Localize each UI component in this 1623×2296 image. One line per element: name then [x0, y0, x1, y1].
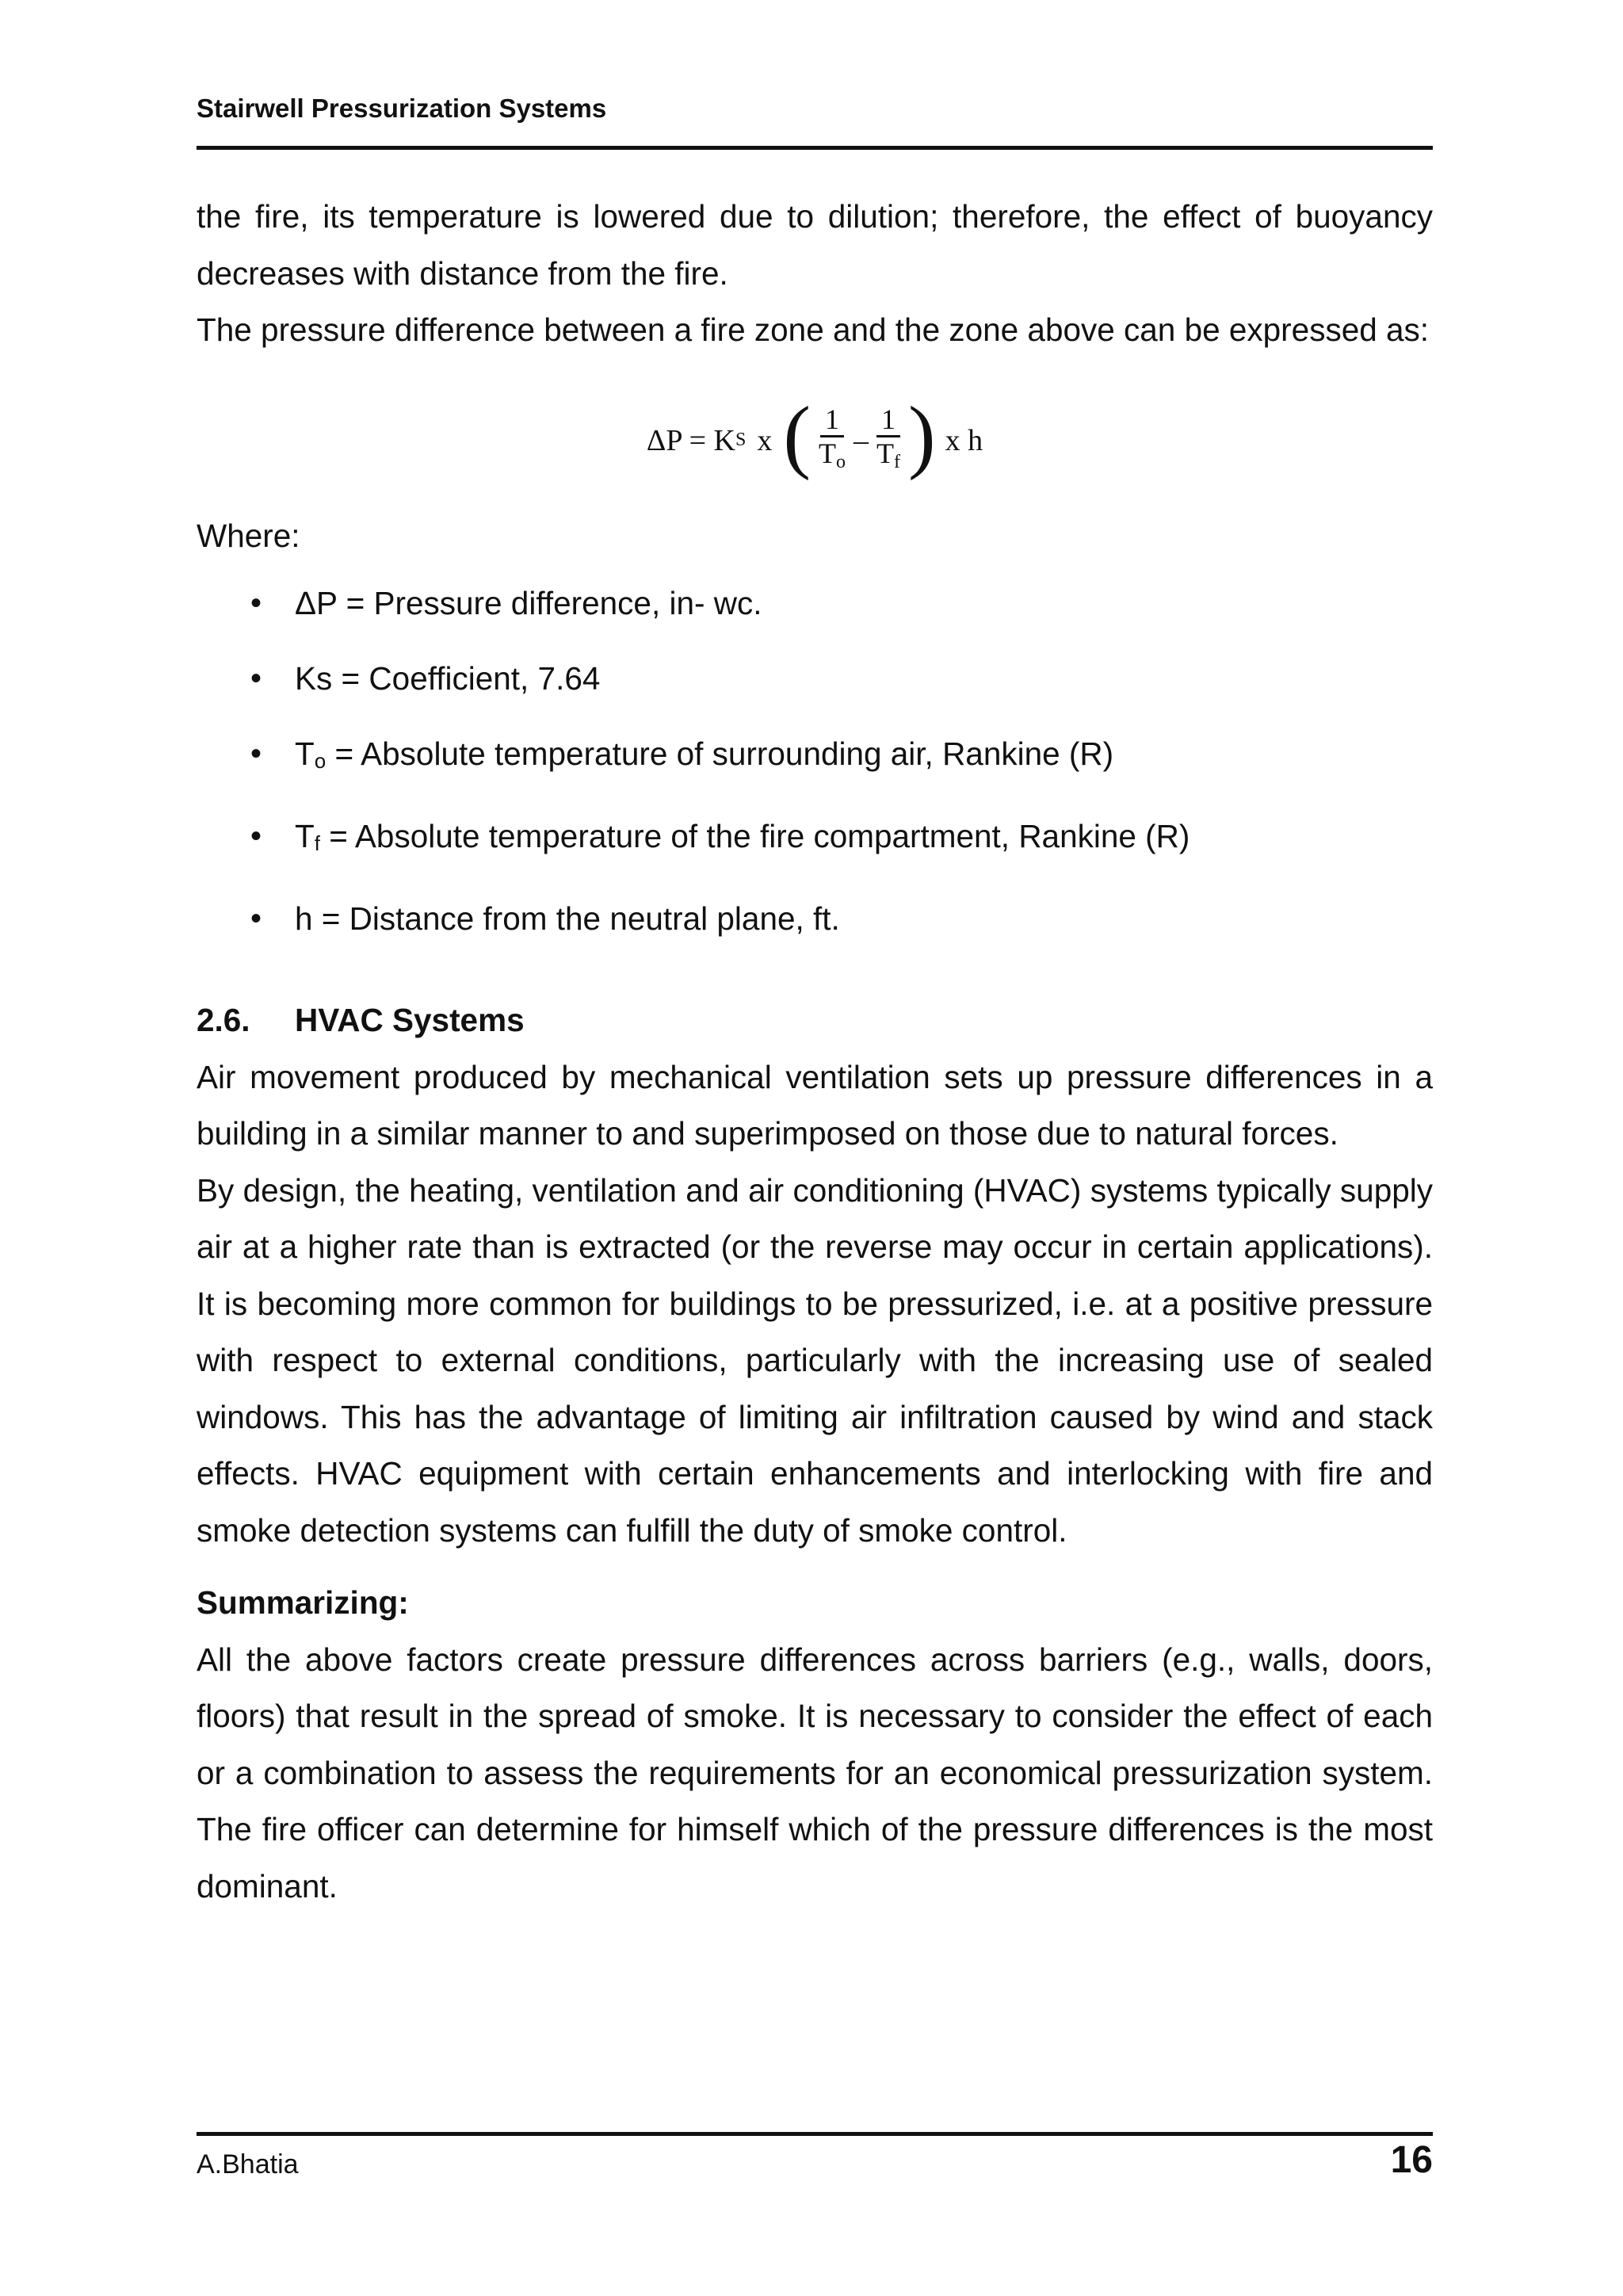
list-item [197, 815, 1433, 865]
list-item [197, 897, 1433, 940]
formula-fraction-2 [872, 403, 905, 478]
formula-right-paren: ) [907, 389, 936, 481]
fraction-2-denominator [872, 437, 905, 478]
definition-symbol: Ks [295, 660, 333, 697]
definition-symbol: ΔP [295, 585, 338, 621]
paragraph-buoyancy-continued: the fire, its temperature is lowered due to dilution; therefore, the effect of buoyancy decreases with distance from the fire. [197, 198, 1433, 292]
definition-symbol: h [295, 900, 313, 937]
footer-author: A.Bhatia [197, 2149, 299, 2179]
definitions-list [197, 582, 1433, 940]
page-content [197, 189, 1433, 1915]
list-item [197, 582, 1433, 625]
fraction-1-numerator: 1 [820, 403, 844, 437]
fraction-2-numerator: 1 [876, 403, 900, 437]
footer-rule [197, 2132, 1433, 2136]
bullet-icon: • [250, 901, 262, 936]
bullet-icon: • [250, 819, 262, 854]
formula-left-paren: ( [783, 389, 811, 481]
section-title: HVAC Systems [295, 1002, 525, 1038]
paragraph-hvac-1: Air movement produced by mechanical ventilation sets up pressure differences in a building in a similar manner to and superimposed on those due to natural forces. [197, 1058, 1433, 1152]
section-heading-hvac [197, 992, 1433, 1049]
definition-text: = Coefficient, 7.64 [332, 660, 601, 697]
fraction-1-denominator [814, 437, 850, 478]
definition-text: = Distance from the neutral plane, ft. [312, 900, 840, 937]
paragraph-hvac-2: By design, the heating, ventilation and air conditioning (HVAC) systems typically supply air at a higher rate than is extracted (or the reverse may occur in certain applications). It is becoming more common for buildings to be pressurized, i.e. at a positive pressure with respect to external conditions, particularly with the increasing use of sealed windows. This has the advantage of limiting air infiltration caused by wind and stack effects. HVAC equipment with certain enhancements and interlocking with fire and smoke detection systems can fulfill the duty of smoke control. [197, 1171, 1433, 1549]
fraction-1-denominator-symbol: T [818, 437, 836, 469]
pressure-difference-formula [197, 389, 1433, 484]
definition-subscript: f [314, 831, 320, 855]
bullet-icon: • [250, 661, 262, 696]
fraction-2-denominator-symbol: T [876, 437, 894, 469]
document-page [197, 0, 1433, 2296]
definition-text: = Pressure difference, in- wc. [337, 585, 762, 621]
summary-heading: Summarizing: [197, 1584, 409, 1621]
formula-fraction-1 [814, 403, 850, 478]
definition-subscript: o [314, 749, 327, 773]
formula-lhs: ΔP = K [646, 423, 735, 457]
formula-lhs-subscript: S [735, 430, 747, 450]
running-header-title: Stairwell Pressurization Systems [197, 94, 607, 123]
formula-times-h: x h [945, 423, 983, 457]
fraction-1-denominator-subscript: o [835, 451, 846, 472]
where-label: Where: [197, 517, 300, 554]
paragraph-pressure-intro: The pressure difference between a fire zone and the zone above can be expressed as: [197, 311, 1430, 348]
definition-text: = Absolute temperature of surrounding air, Rankine (R) [326, 735, 1114, 772]
list-item [197, 732, 1433, 782]
paragraph-summary: All the above factors create pressure differences across barriers (e.g., walls, doors, floors) that result in the spread of smoke. It is necessary to consider the effect of each or a combination to assess the requirements for an economical pressurization system. The fire officer can determine for himself which of the pressure differences is the most dominant. [197, 1641, 1433, 1904]
formula-minus: – [853, 423, 869, 457]
definition-symbol: T [295, 818, 315, 854]
bullet-icon: • [250, 736, 262, 771]
header-rule [197, 146, 1433, 150]
bullet-icon: • [250, 586, 262, 621]
formula-times-1: x [757, 423, 773, 457]
page-number: 16 [1390, 2139, 1433, 2181]
section-number: 2.6. [197, 1002, 250, 1038]
fraction-2-denominator-subscript: f [893, 451, 900, 472]
list-item [197, 657, 1433, 700]
definition-symbol: T [295, 735, 315, 772]
definition-text: = Absolute temperature of the fire compartment, Rankine (R) [319, 818, 1190, 854]
